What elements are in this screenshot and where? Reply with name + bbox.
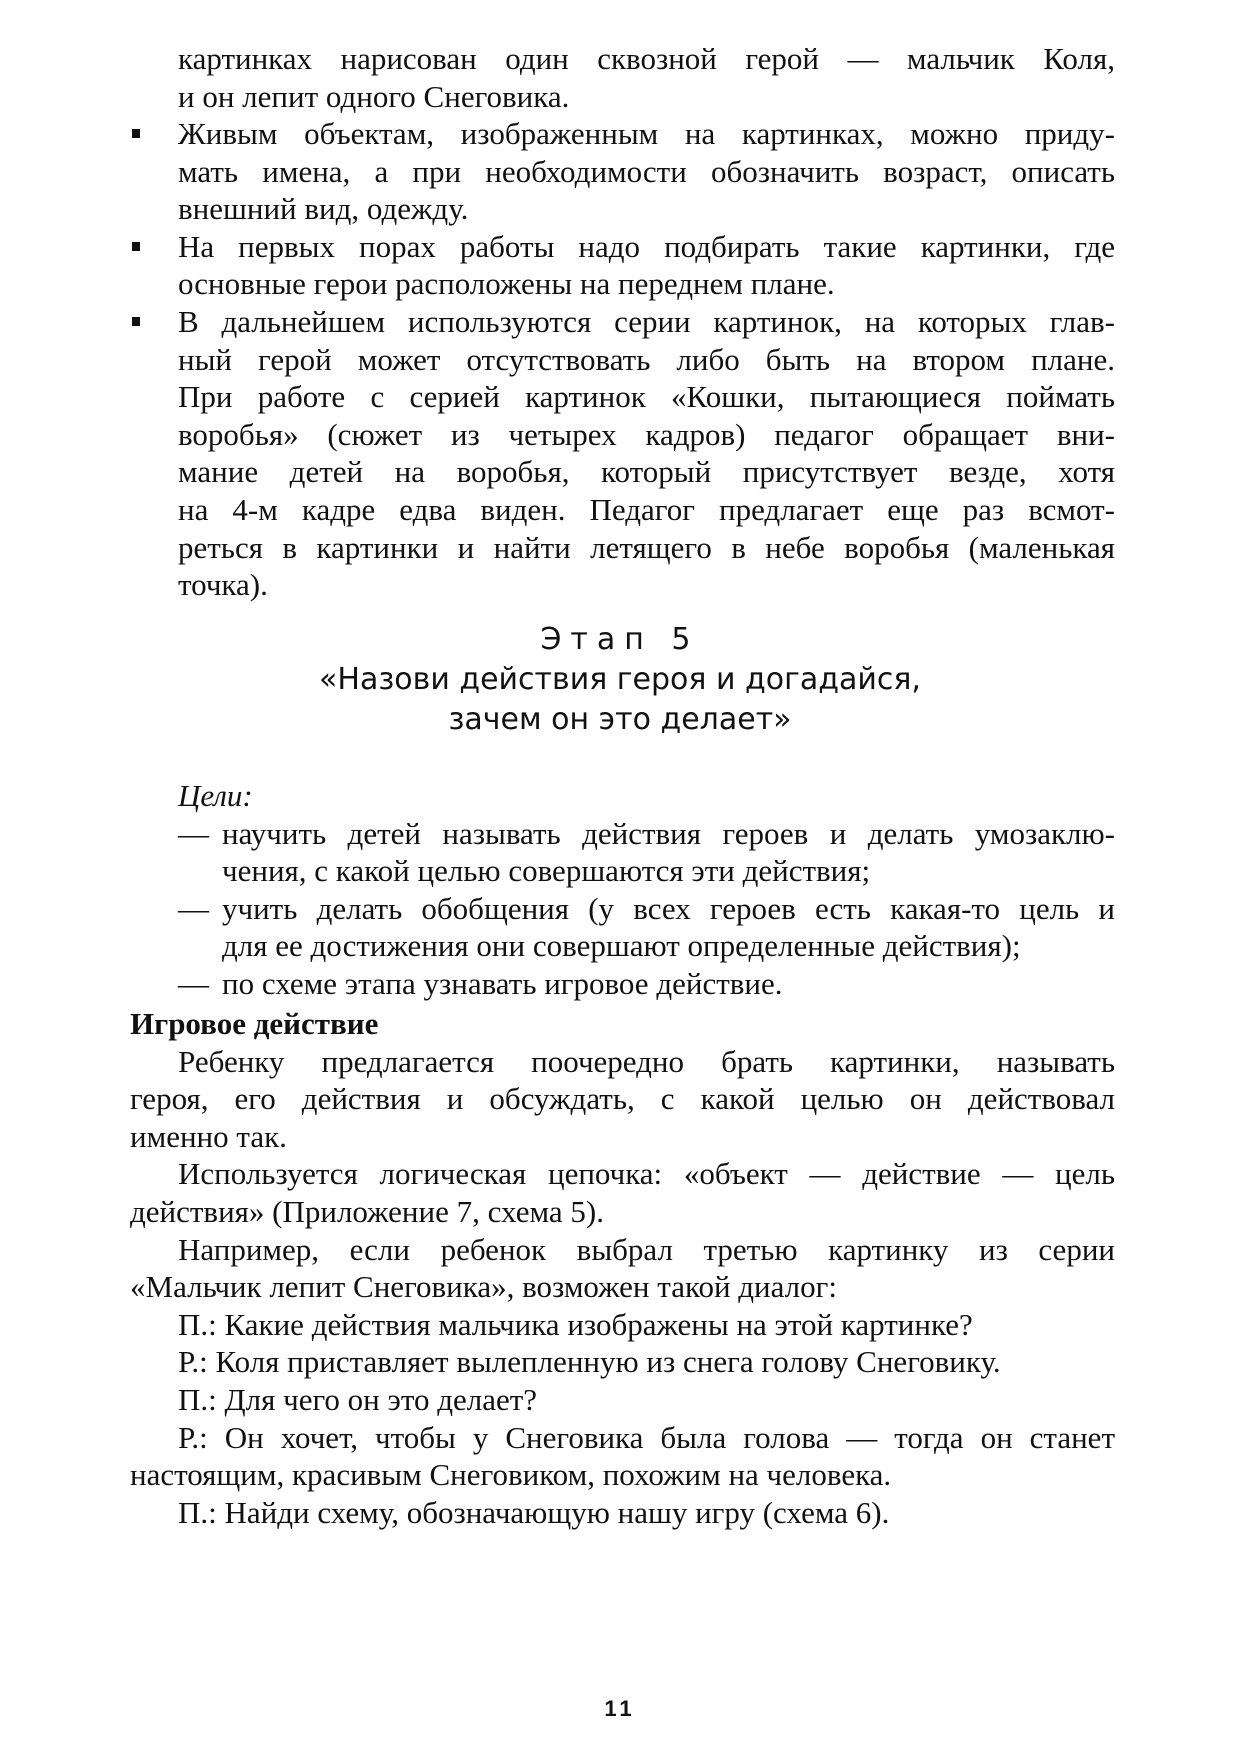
text-line: мать имена, а при необходимости обозначить возраст, описать (178, 153, 1115, 189)
text-line: На первых порах работы надо подбирать такие картинки, где (130, 228, 1115, 266)
dash-marker: — (178, 890, 209, 926)
text-line: учить делать обобщения (у всех героев есть какая-то цель и — (178, 890, 1115, 926)
text-line: основные герои расположены на переднем плане. (178, 266, 835, 302)
text-line: В дальнейшем используются серии картинок, на которых глав- (130, 303, 1115, 341)
goal-item (130, 815, 1115, 890)
text-line: ный герой может отсутствовать либо быть на втором плане. (178, 341, 1115, 377)
dash-marker: — (178, 965, 209, 1001)
goals-section (130, 777, 1115, 1003)
goals-label: Цели: (178, 778, 253, 813)
intro-paragraph (130, 40, 1115, 115)
text-line: по схеме этапа узнавать игровое действие. — (178, 965, 783, 1001)
text-line: Р.: Он хочет, чтобы у Снеговика была голова — тогда он станет (178, 1419, 1115, 1455)
text-line: точка). (178, 567, 268, 603)
text-line: воробья» (сюжет из четырех кадров) педагог обращает вни- (178, 416, 1115, 452)
text-line: П.: Для чего он это делает? (178, 1381, 538, 1417)
game-paragraph (130, 1306, 1115, 1344)
text-line: научить детей называть действия героев и делать умозаклю- — (178, 815, 1115, 851)
text-line: и он лепит одного Снеговика. (178, 78, 570, 114)
text-line: героя, его действия и обсуждать, с какой целью он действовал (130, 1081, 1115, 1117)
bullet-item (130, 303, 1115, 604)
game-paragraph (130, 1155, 1115, 1230)
game-paragraph (130, 1494, 1115, 1532)
text-line: Р.: Коля приставляет вылепленную из снега голову Снеговику. (178, 1344, 1001, 1380)
game-paragraph (130, 1231, 1115, 1306)
text-line: Живым объектам, изображенным на картинках, можно приду- (130, 115, 1115, 153)
goal-item (130, 890, 1115, 965)
game-paragraph (130, 1043, 1115, 1156)
text-line: картинках нарисован один сквозной герой — мальчик Коля, (178, 41, 1115, 76)
game-section (130, 1005, 1115, 1531)
dash-marker: — (178, 815, 209, 851)
text-line: Например, если ребенок выбрал третью картинку из серии (178, 1231, 1115, 1267)
text-line: «Мальчик лепит Снеговика», возможен такой диалог: (130, 1269, 837, 1305)
text-line: для ее достижения они совершают определенные действия); (222, 928, 1021, 964)
text-line: внешний вид, одежду. (178, 191, 469, 227)
text-line: на 4-м кадре едва виден. Педагог предлагает еще раз всмот- (178, 491, 1115, 527)
goal-item (130, 965, 1115, 1003)
bullet-list (130, 115, 1115, 604)
game-heading: Игровое действие (130, 1006, 379, 1041)
text-line: При работе с серией картинок «Кошки, пытающиеся поймать (178, 379, 1115, 415)
text-line: П.: Найди схему, обозначающую нашу игру (схема 6). (178, 1494, 890, 1530)
stage-title-line-1: «Назови действия героя и догадайся, (319, 662, 921, 697)
text-line: Используется логическая цепочка: «объект — действие — цель (178, 1156, 1115, 1192)
text-line: реться в картинки и найти летящего в небе воробья (маленькая (178, 529, 1115, 565)
page-number: 11 (604, 1696, 636, 1721)
text-line: действия» (Приложение 7, схема 5). (130, 1193, 604, 1229)
text-line: именно так. (130, 1118, 287, 1154)
text-line: мание детей на воробья, который присутствует везде, хотя (178, 454, 1115, 490)
stage-title-line-2: зачем он это делает» (448, 702, 792, 737)
text-line: П.: Какие действия мальчика изображены на этой картинке? (178, 1306, 973, 1342)
game-paragraph (130, 1381, 1115, 1419)
text-line: чения, с какой целью совершаются эти действия; (222, 853, 871, 889)
stage-number: Этап 5 (540, 622, 700, 657)
text-line: Ребенку предлагается поочередно брать картинки, называть (178, 1043, 1115, 1079)
bullet-item (130, 115, 1115, 228)
bullet-item (130, 228, 1115, 303)
game-paragraph (130, 1343, 1115, 1381)
game-paragraph (130, 1419, 1115, 1494)
text-line: настоящим, красивым Снеговиком, похожим на человека. (130, 1457, 892, 1493)
